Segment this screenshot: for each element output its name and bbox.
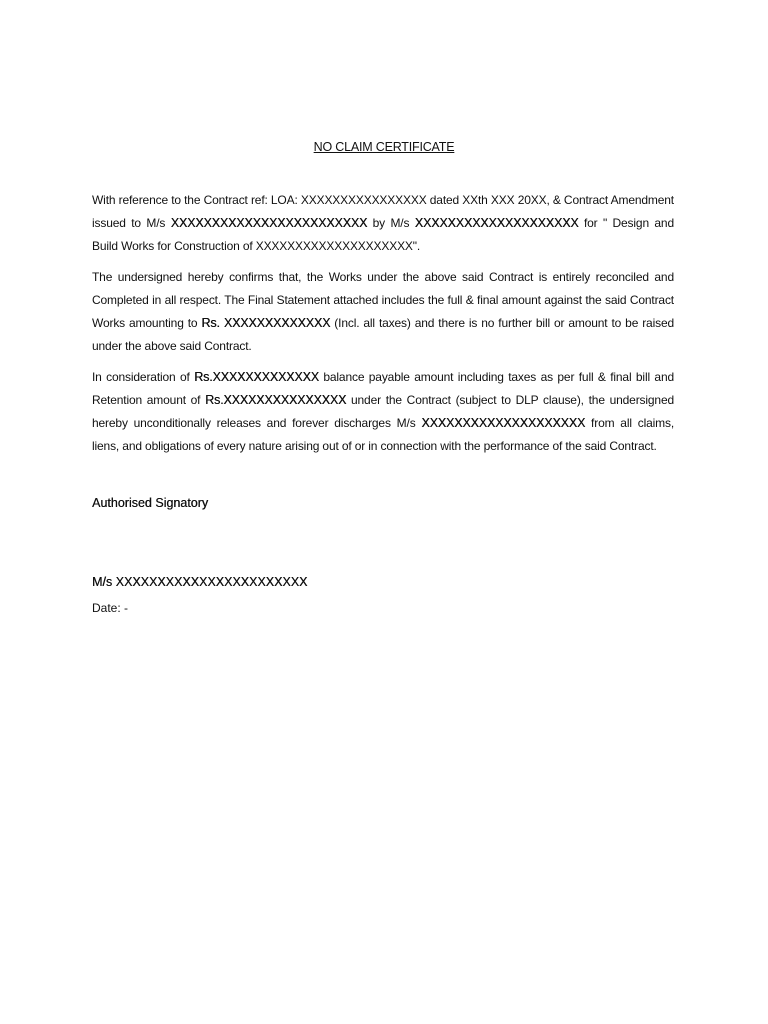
company-name: M/s XXXXXXXXXXXXXXXXXXXXXXX [92, 575, 308, 589]
authorised-signatory-label: Authorised Signatory [92, 496, 209, 510]
para2-text-1: The undersigned hereby confirms that, the Works under the above said Contract is entirely reconciled and Completed in all respect. The Final Statement attached includes the full & final amount against the said Contract Works amounting to [92, 270, 674, 330]
para1-text-2: by M/s [367, 216, 415, 230]
confirmation-paragraph [92, 266, 674, 358]
contractor-name: XXXXXXXXXXXXXXXXXXXXXXXX [170, 216, 368, 230]
discharged-party-name: XXXXXXXXXXXXXXXXXXXX [421, 416, 586, 430]
total-amount: Rs. XXXXXXXXXXXXX [201, 316, 331, 330]
certificate-title: NO CLAIM CERTIFICATE [313, 140, 455, 154]
para3-text-2: balance payable amount including taxes as per full & final bill and Retention amount of [92, 370, 674, 407]
issuer-name: XXXXXXXXXXXXXXXXXXXX [414, 216, 579, 230]
para3-text-1: In consideration of [92, 370, 195, 384]
para1-text-1: With reference to the Contract ref: LOA: XXXXXXXXXXXXXXXX dated XXth XXX 20XX, & Contract Amendment issued to M/s [92, 193, 674, 230]
para3-text-3: under the Contract (subject to DLP clause), the undersigned hereby unconditionally releases and forever discharges M/s [92, 393, 675, 430]
date-label: Date: - [92, 601, 129, 615]
para3-text-4: from all claims, liens, and obligations of every nature arising out of or in connection with the performance of the said Contract. [92, 416, 675, 453]
contract-reference-paragraph [92, 189, 674, 258]
retention-amount: Rs.XXXXXXXXXXXXXXX [205, 393, 347, 407]
para2-text-2: (Incl. all taxes) and there is no further bill or amount to be raised under the above said Contract. [92, 316, 674, 353]
balance-amount: Rs.XXXXXXXXXXXXX [194, 370, 319, 384]
para1-text-3: for " Design and Build Works for Construction of XXXXXXXXXXXXXXXXXXXX". [92, 216, 674, 253]
release-paragraph [92, 366, 674, 458]
